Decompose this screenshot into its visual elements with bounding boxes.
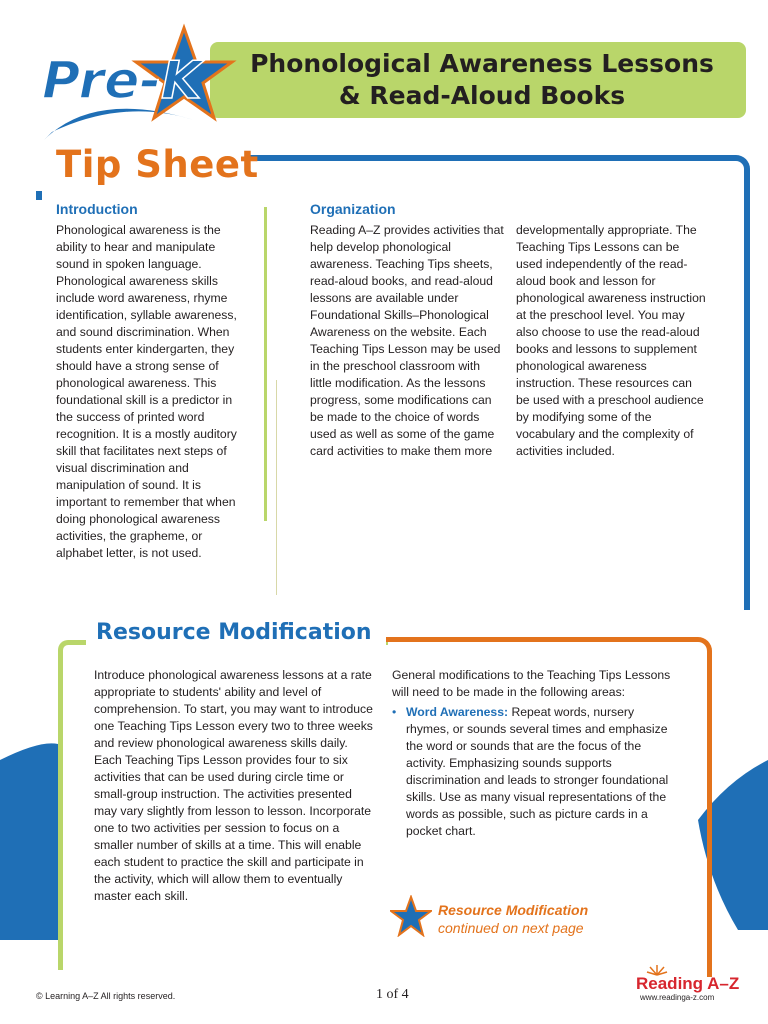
website-url[interactable]: www.readinga-z.com <box>640 993 715 1002</box>
resource-left-text: Introduce phonological awareness lessons at a rate appropriate to students' ability and level of comprehension. To start, you may want to introduce one Teaching Tips Lesson every two to three weeks and review phonological awareness skills daily. Each Teaching Tips Lesson provides four to six activities that can be used during circle time or small-group instruction. The activities presented may vary slightly from lesson to lesson. Incorporate one to two activities per session to focus on a smaller number of skills at a time. This will enable each student to practice the skill and participate in the activity, which will allow them to eventually master each skill. <box>94 668 373 903</box>
blue-swoosh-left <box>0 740 58 940</box>
title-line-2: & Read-Aloud Books <box>338 81 626 110</box>
page-title <box>232 48 732 112</box>
bullet-label: Word Awareness: <box>406 705 509 719</box>
continued-subtitle: continued on next page <box>438 920 584 936</box>
title-line-1: Phonological Awareness Lessons <box>250 49 714 78</box>
frame-left-mask <box>30 200 44 620</box>
column-divider <box>264 207 267 521</box>
column-divider-thin <box>276 380 277 595</box>
word-awareness-bullet <box>392 704 686 840</box>
organization-text-col1: Reading A–Z provides activities that help develop phonological awareness. Teaching Tips sheets, read-aloud books, and read-aloud lessons are available under Foundational Skills–Phonological Awareness on the website. Each Teaching Tips Lesson may be used in the preschool classroom with little modification. As the lessons progress, some modifications can be made to the choice of words used as well as some of the game card activities to make them more <box>310 223 504 458</box>
organization-heading: Organization <box>310 201 396 217</box>
bullet-dot-icon: • <box>392 705 397 719</box>
prek-logo <box>34 20 244 150</box>
star-icon <box>390 895 432 937</box>
introduction-text: Phonological awareness is the ability to hear and manipulate sound in spoken language. Phonological awareness skills include word awareness, rhyme identification, syllable awareness, and sound discrimination. When students enter kindergarten, they should have a strong sense of phonological awareness. This foundational skill is a predictor in the success of printed word recognition. It is a mostly auditory skill that facilitates next steps of visual discrimination and manipulation of sound. It is important to remember that when doing phonological awareness activities, the grapheme, or alphabet letter, is not used. <box>56 223 237 560</box>
bullet-content <box>406 704 672 840</box>
continued-title-link[interactable]: Resource Modification <box>438 902 589 918</box>
organization-text-col2: developmentally appropriate. The Teaching Tips Lessons can be used independently of the read-aloud book and lesson for phonological awareness instruction at the preschool level. You may also choose to use the read-aloud books and lessons to supplement phonological awareness instruction. These resources can be used with a preschool audience by modifying some of the vocabulary and the complexity of activities included. <box>516 223 706 458</box>
reading-az-logo: Reading A–Z <box>636 974 740 993</box>
tip-sheet-heading: Tip Sheet <box>56 143 259 186</box>
prek-logo-text: Pre-K <box>42 51 202 111</box>
page-number: 1 of 4 <box>376 987 409 1002</box>
resource-modification-heading: Resource Modification <box>96 620 372 645</box>
introduction-heading: Introduction <box>56 201 138 217</box>
copyright-text: © Learning A–Z All rights reserved. <box>36 991 176 1001</box>
bullet-text: Repeat words, nursery rhymes, or sounds several times and emphasize the word or sounds that are the focus of the activity. Emphasizing sounds supports discrimination and leads to stronger foundational skills. Use as many visual representations of the words as possible, such as picture cards in a pocket chart. <box>406 705 669 838</box>
resource-right-intro: General modifications to the Teaching Tips Lessons will need to be made in the following areas: <box>392 668 671 699</box>
